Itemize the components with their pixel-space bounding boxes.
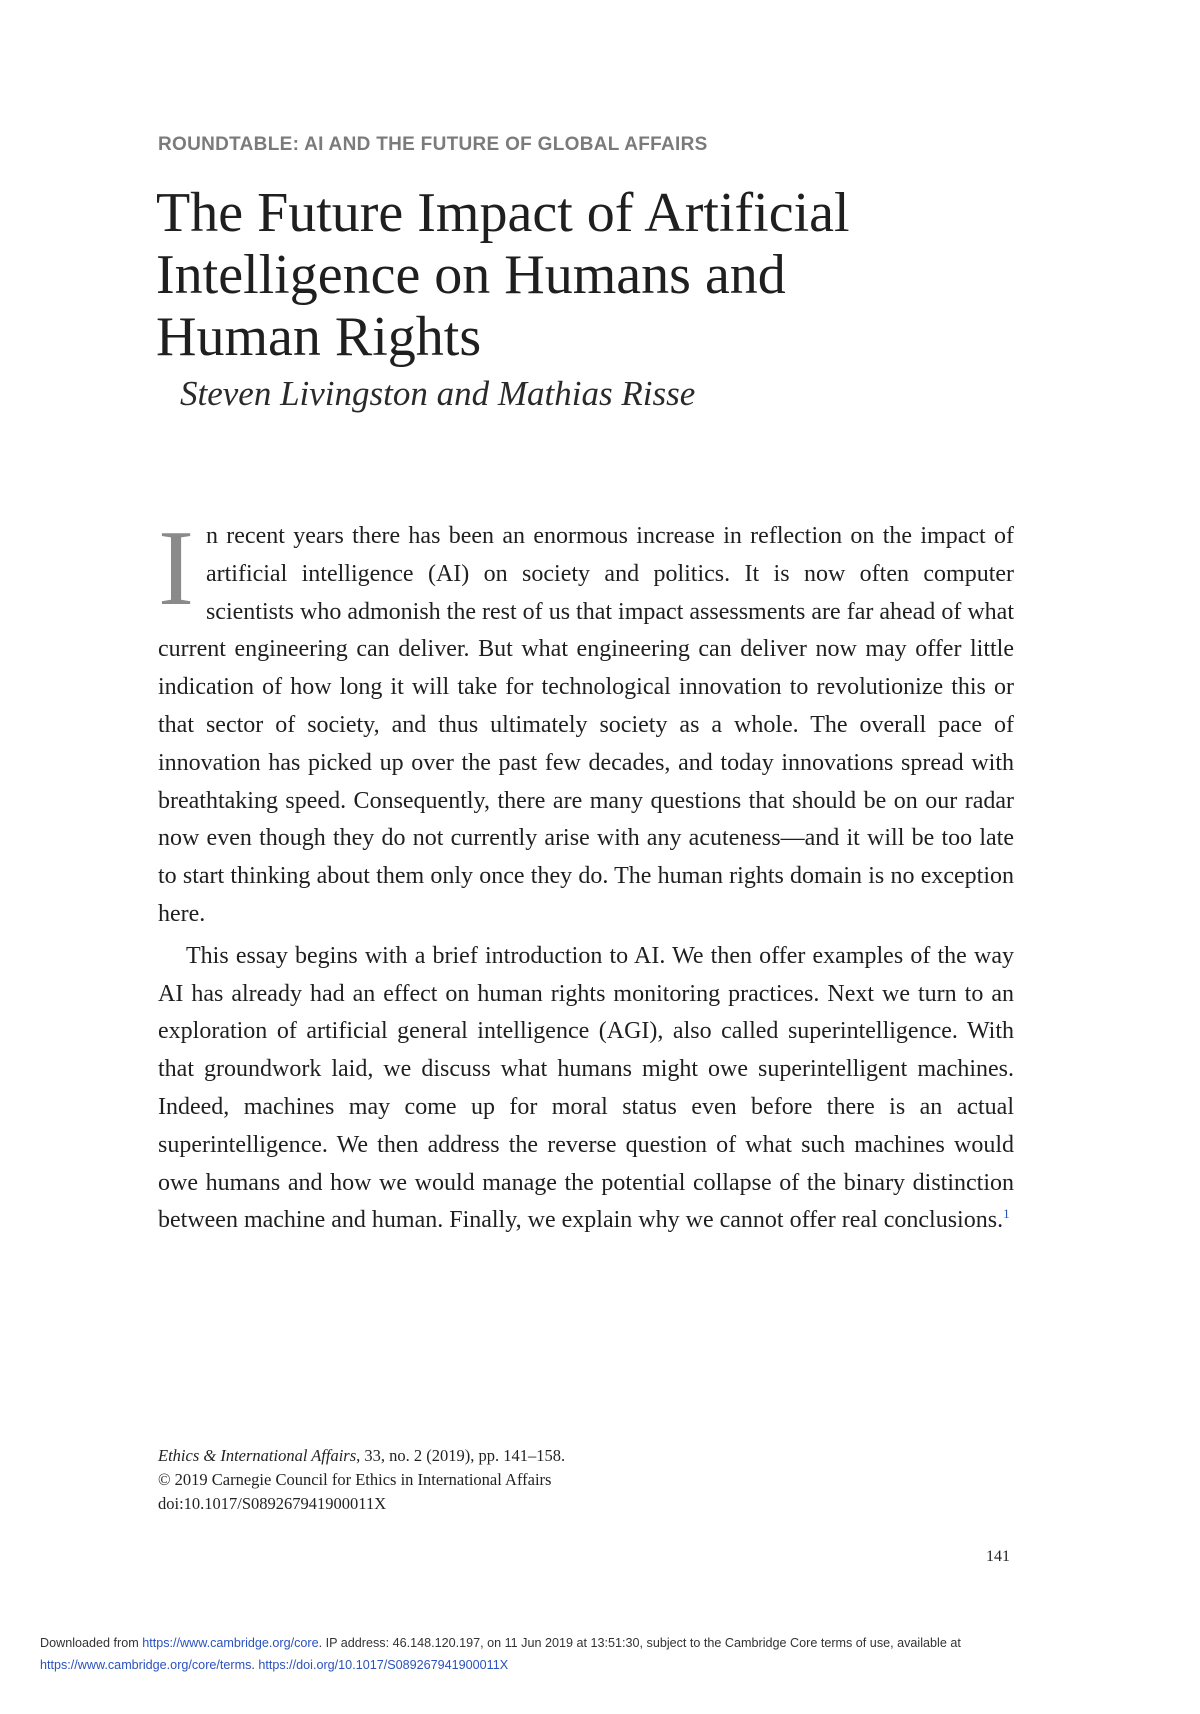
citation-block — [158, 1444, 565, 1516]
footnote-ref-1[interactable]: 1 — [1003, 1206, 1010, 1222]
section-kicker: ROUNDTABLE: AI AND THE FUTURE OF GLOBAL AFFAIRS — [158, 134, 708, 155]
paragraph-1-text: n recent years there has been an enormous increase in reflection on the impact of artificial intelligence (AI) on society and politics. It is now often computer scientists who admonish the rest of us that impact assessments are far ahead of what current engineering can deliver. But what engineering can deliver now may offer little indication of how long it will take for technological innovation to revolutionize this or that sector of society, and thus ultimately society as a whole. The overall pace of innovation has picked up over the past few decades, and today innovations spread with breathtaking speed. Consequently, there are many questions that should be on our radar now even though they do not currently arise with any acuteness—and it will be too late to start thinking about them only once they do. The human rights domain is no exception here. — [158, 523, 1014, 927]
download-line-1 — [40, 1632, 1170, 1654]
citation-line — [158, 1444, 565, 1468]
download-middle: . IP address: 46.148.120.197, on 11 Jun 2019 at 13:51:30, subject to the Cambridge Core terms of use, available at — [318, 1636, 961, 1650]
article-body — [158, 509, 1014, 1240]
title-line-1: The Future Impact of Artificial — [156, 182, 850, 244]
article-title — [156, 182, 976, 368]
terms-link[interactable]: https://www.cambridge.org/core/terms — [40, 1658, 252, 1672]
paragraph-2-text: This essay begins with a brief introduction to AI. We then offer examples of the way AI has already had an effect on human rights monitoring practices. Next we turn to an exploration of artificial general intelligence (AGI), also called superintelligence. With that groundwork laid, we discuss what humans might owe superintelligent machines. Indeed, machines may come up for moral status even before there is an actual superintelligence. We then address the reverse question of what such machines would owe humans and how we would manage the potential collapse of the binary distinction between machine and human. Finally, we explain why we cannot offer real conclusions. — [158, 942, 1014, 1234]
doi-line: doi:10.1017/S089267941900011X — [158, 1494, 387, 1513]
citation-details: , 33, no. 2 (2019), pp. 141–158. — [356, 1446, 566, 1465]
page-number: 141 — [986, 1548, 1010, 1565]
download-prefix: Downloaded from — [40, 1636, 143, 1650]
download-separator: . — [251, 1658, 259, 1672]
download-line-2 — [40, 1654, 1170, 1676]
doi-link[interactable]: https://doi.org/10.1017/S089267941900011X — [258, 1658, 509, 1672]
drop-cap: I — [158, 509, 194, 628]
paragraph-2 — [158, 938, 1014, 1240]
copyright-line: © 2019 Carnegie Council for Ethics in International Affairs — [158, 1470, 552, 1489]
article-authors: Steven Livingston and Mathias Risse — [180, 374, 696, 413]
title-line-2: Intelligence on Humans and — [156, 244, 786, 306]
title-line-3: Human Rights — [156, 306, 482, 368]
cambridge-core-link[interactable]: https://www.cambridge.org/core — [142, 1636, 319, 1650]
download-footer — [40, 1632, 1170, 1676]
paragraph-1 — [158, 509, 1014, 934]
journal-name: Ethics & International Affairs — [158, 1446, 357, 1465]
